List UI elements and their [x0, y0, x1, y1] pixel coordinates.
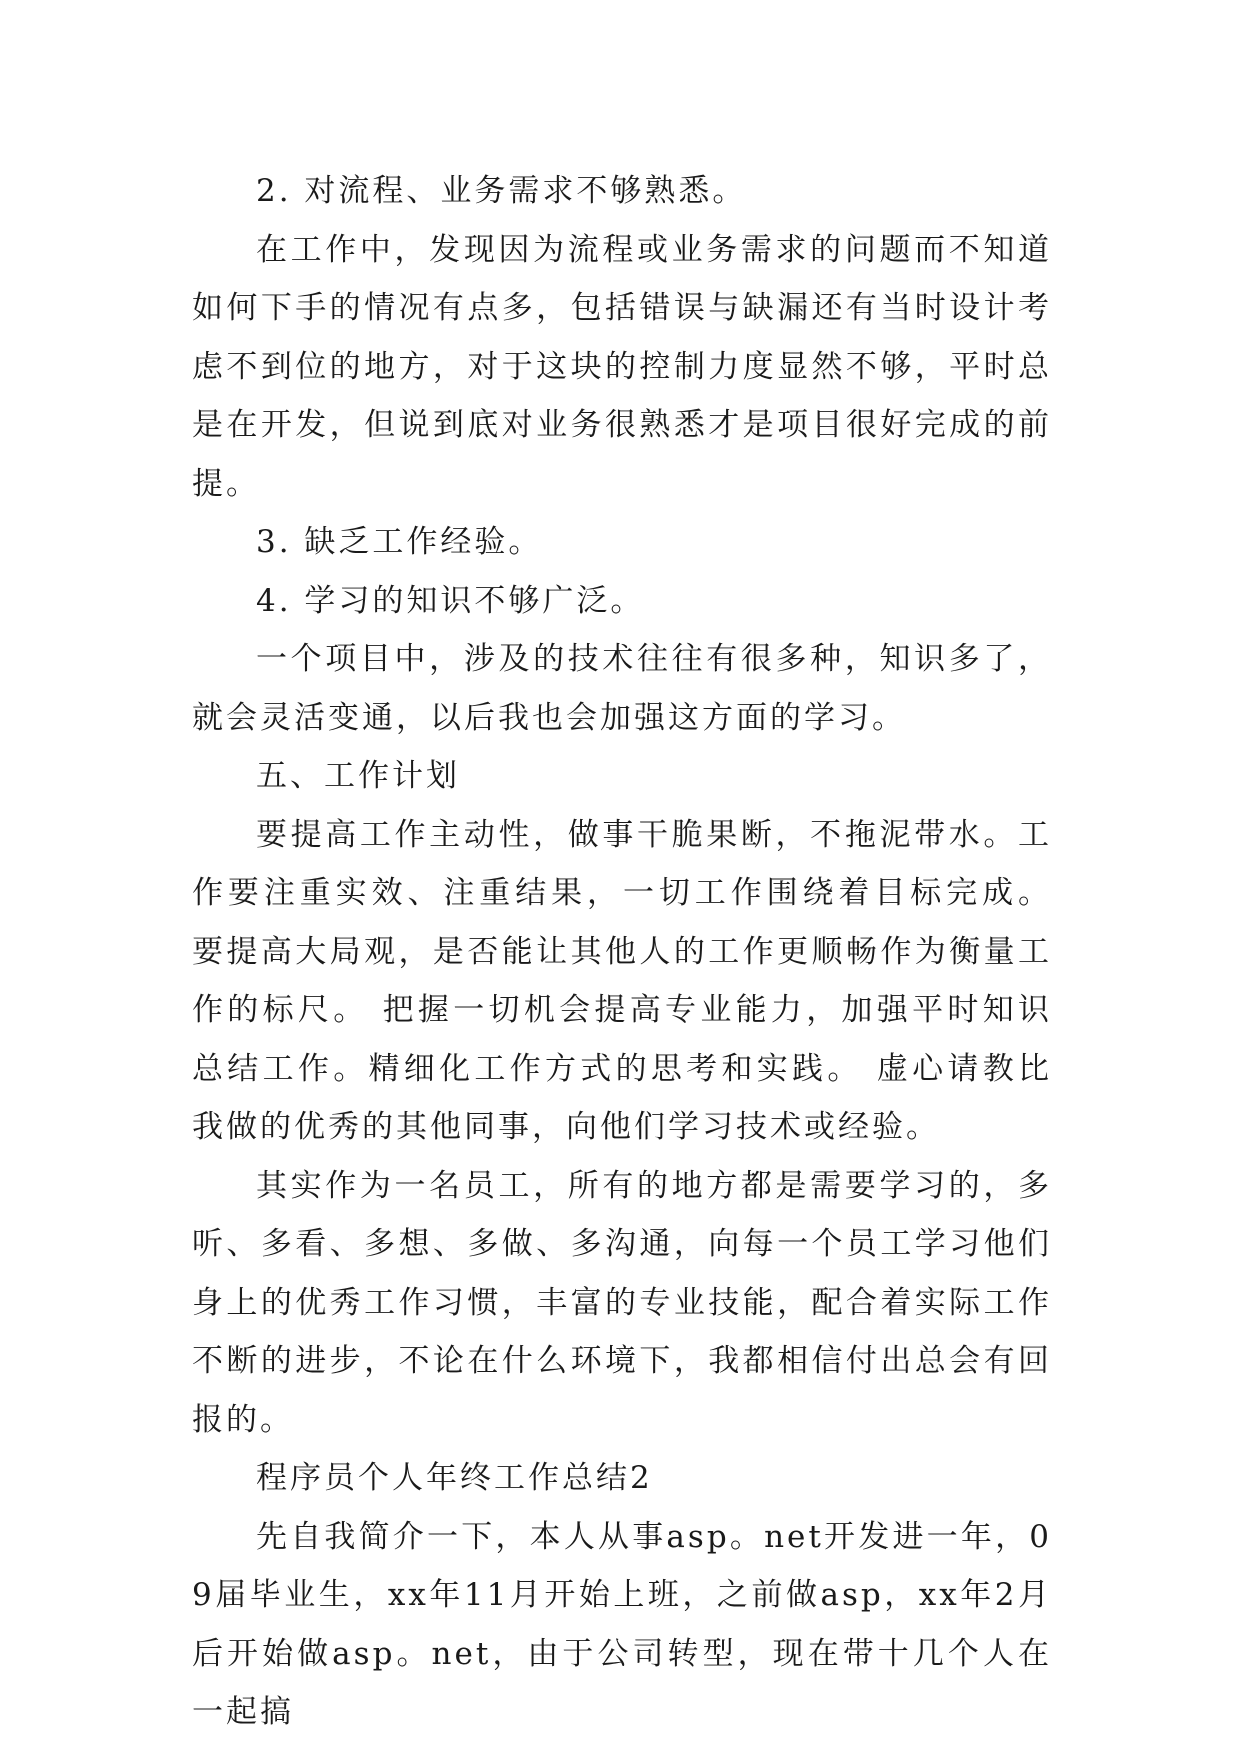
body-paragraph: 其实作为一名员工，所有的地方都是需要学习的，多听、多看、多想、多做、多沟通，向每一个员工学习他们身上的优秀工作习惯，丰富的专业技能，配合着实际工作不断的进步，不论在什么环境下，我都相信付出总会有回报的。 — [192, 1167, 1052, 1438]
body-paragraph: 先自我简介一下，本人从事asp。net开发进一年，09届毕业生，xx年11月开始上班，之前做asp，xx年2月后开始做asp。net，由于公司转型，现在带十几个人在一起搞 — [192, 1518, 1052, 1730]
body-paragraph: 在工作中，发现因为流程或业务需求的问题而不知道如何下手的情况有点多，包括错误与缺漏还有当时设计考虑不到位的地方，对于这块的控制力度显然不够，平时总是在开发，但说到底对业务很熟悉才是项目很好完成的前提。 — [192, 231, 1052, 502]
list-item-heading: 2. 对流程、业务需求不够熟悉。 — [256, 173, 747, 209]
section-heading: 五、工作计划 — [256, 758, 460, 794]
body-paragraph: 要提高工作主动性，做事干脆果断，不拖泥带水。工作要注重实效、注重结果，一切工作围绕着目标完成。 要提高大局观，是否能让其他人的工作更顺畅作为衡量工作的标尺。 把握一切机会提高专业能力，加强平时知识总结工作。精细化工作方式的思考和实践。 虚心请教比我做的优秀的其他同事，向他们学习技术或经验。 — [192, 816, 1052, 1145]
list-item-heading: 3. 缺乏工作经验。 — [256, 524, 543, 560]
document-body — [192, 162, 1052, 1742]
body-paragraph: 一个项目中，涉及的技术往往有很多种，知识多了，就会灵活变通，以后我也会加强这方面的学习。 — [192, 641, 1052, 736]
article-title: 程序员个人年终工作总结2 — [256, 1460, 653, 1496]
list-item-heading: 4. 学习的知识不够广泛。 — [256, 582, 645, 619]
